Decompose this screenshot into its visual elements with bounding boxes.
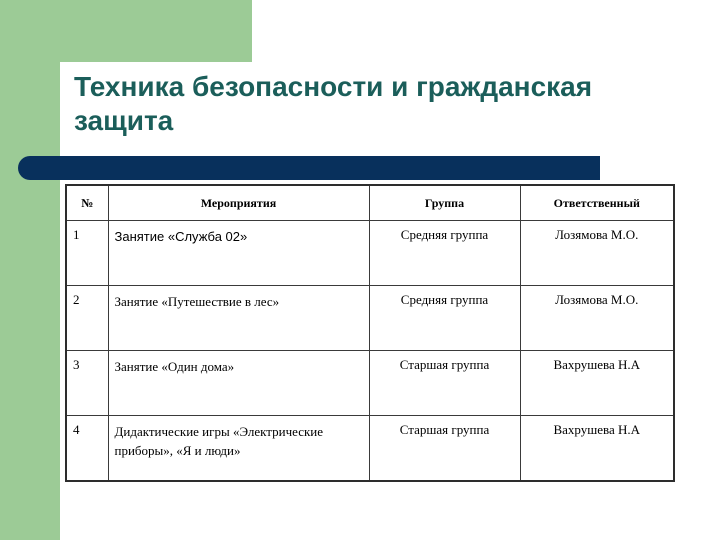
cell-event: Занятие «Один дома» [108, 351, 369, 416]
cell-event: Занятие «Путешествие в лес» [108, 286, 369, 351]
cell-group: Средняя группа [369, 221, 520, 286]
cell-group: Старшая группа [369, 351, 520, 416]
cell-number: 1 [66, 221, 108, 286]
cell-responsible: Вахрушева Н.А [520, 416, 674, 482]
cell-number: 4 [66, 416, 108, 482]
cell-responsible: Лозямова М.О. [520, 221, 674, 286]
events-table [65, 184, 675, 482]
cell-number: 2 [66, 286, 108, 351]
table-row [66, 221, 674, 286]
header-responsible: Ответственный [520, 185, 674, 221]
decorative-green-band-left [0, 62, 60, 540]
cell-group: Старшая группа [369, 416, 520, 482]
decorative-green-band-top [0, 0, 252, 62]
cell-event: Занятие «Служба 02» [108, 221, 369, 286]
cell-responsible: Вахрушева Н.А [520, 351, 674, 416]
header-event: Мероприятия [108, 185, 369, 221]
header-number: № [66, 185, 108, 221]
table-row [66, 351, 674, 416]
cell-event: Дидактические игры «Электрические приборы», «Я и люди» [108, 416, 369, 482]
cell-number: 3 [66, 351, 108, 416]
table-row [66, 416, 674, 482]
header-group: Группа [369, 185, 520, 221]
table-row [66, 286, 674, 351]
table-header-row [66, 185, 674, 221]
cell-responsible: Лозямова М.О. [520, 286, 674, 351]
slide-title: Техника безопасности и гражданская защита [74, 71, 593, 136]
title-underline-bar [18, 156, 600, 180]
cell-group: Средняя группа [369, 286, 520, 351]
